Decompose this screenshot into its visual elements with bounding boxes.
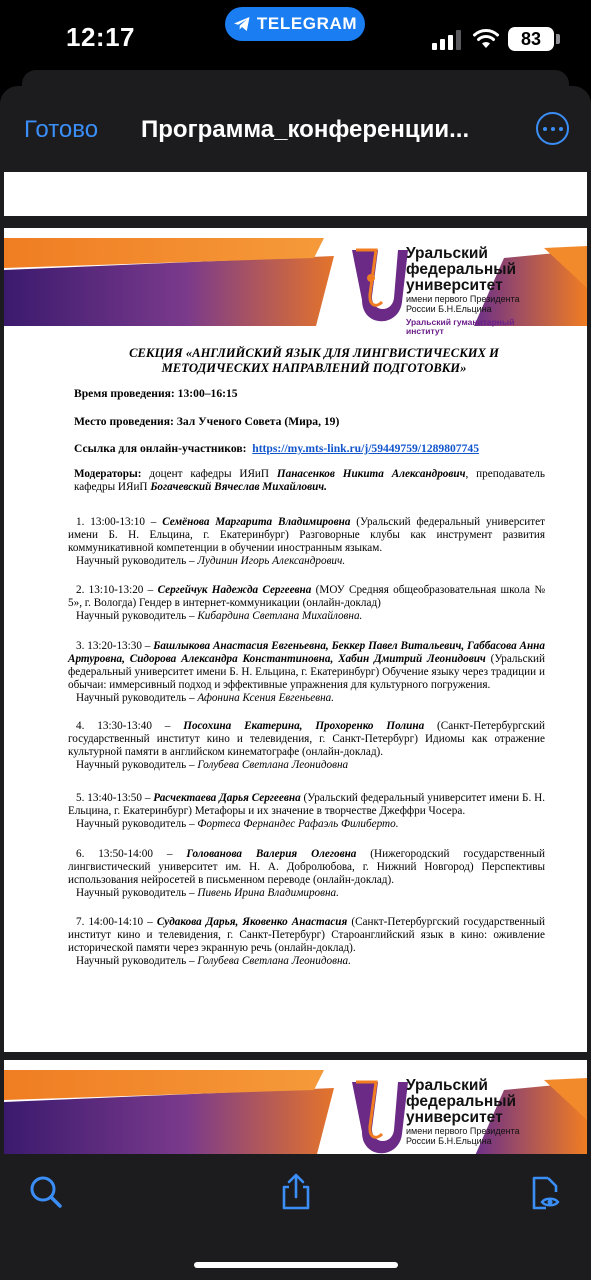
- logo-sub1: имени первого Президента: [406, 294, 520, 304]
- markup-icon[interactable]: [524, 1172, 564, 1212]
- logo-line3: университет: [406, 277, 503, 294]
- logo-line2: федеральный: [406, 261, 517, 278]
- talk-item: 5. 13:40-13:50 – Расчектаева Дарья Сергеевна (Уральский федеральный университет имени Б. Н. Ельцина, г. Екатеринбург) Метафоры и их значение в творчестве Джеффри Чосера. Научный руководитель – Фортеса Фернандес Рафаэль Филиберто.: [68, 792, 545, 830]
- moderators: Модераторы: доцент кафедры ИЯиП Панасенков Никита Александрович, преподаватель кафедры ИЯиП Богачевский Вячеслав Михайлович.: [74, 468, 545, 493]
- talk-item: 3. 13:20-13:30 – Башлыкова Анастасия Евгеньевна, Беккер Павел Витальевич, Габбасова Анна Артуровна, Сидорова Александра Константиновна, Хабин Дмитрий Леонидович (Уральский федеральный университет имени Б. Н. Ельцина, г. Екатеринбург) Обучение языку через традиции и обычаи: иммерсивный подход и эффективные упражнения для культурного погружения. Научный руководитель – Афонина Ксения Евгеньевна.: [68, 640, 545, 704]
- back-app-label: TELEGRAM: [256, 14, 358, 33]
- logo-inst1: Уральский гуманитарный: [406, 317, 515, 327]
- logo-line1: Уральский: [406, 245, 488, 262]
- time-info: Время проведения: 13:00–16:15: [74, 387, 238, 400]
- talk-item: 4. 13:30-13:40 – Посохина Екатерина, Прохоренко Полина (Санкт-Петербургский государственный институт кино и телевидения, г. Санкт-Петербург) Идиомы как отражение культурной памяти в английском кинематографе (онлайн-доклад). Научный руководитель – Голубева Светлана Леонидовна: [68, 720, 546, 771]
- section-heading: СЕКЦИЯ «АНГЛИЙСКИЙ ЯЗЫК ДЛЯ ЛИНГВИСТИЧЕСКИХ И МЕТОДИЧЕСКИХ НАПРАВЛЕНИЙ ПОДГОТОВКИ»: [129, 346, 499, 375]
- battery-tip: [556, 34, 560, 44]
- university-emblem-icon: [352, 250, 408, 321]
- wifi-icon: [472, 26, 500, 50]
- share-icon[interactable]: [276, 1172, 316, 1212]
- battery-indicator: 83: [508, 27, 554, 51]
- logo-inst2: институт: [406, 326, 444, 336]
- document-title: Программа_конференции...: [141, 116, 470, 143]
- place-info: Место проведения: Зал Ученого Совета (Мира, 19): [74, 415, 340, 428]
- back-to-app-pill[interactable]: [225, 7, 365, 41]
- clock: 12:17: [66, 22, 135, 52]
- talk-item: 6. 13:50-14:00 – Голованова Валерия Олеговна (Нижегородский государственный лингвистический университет им. Н. А. Добролюбова, г. Нижний Новгород) Перспективы использования нейросетей в письменном переводе (онлайн-доклад). Научный руководитель – Пивень Ирина Владимировна.: [68, 848, 545, 899]
- university-emblem-icon: [352, 1082, 408, 1153]
- talk-item: 7. 14:00-14:10 – Судакова Дарья, Яковенко Анастасия (Санкт-Петербургский государственный институт кино и телевидения, г. Санкт-Петербург) Староанглийский язык в кино: оживление исторической памяти через экранную речь (онлайн-доклад). Научный руководитель – Голубева Светлана Леонидовна.: [68, 916, 546, 967]
- status-bar: [0, 0, 591, 78]
- document-page-next[interactable]: [4, 1060, 587, 1154]
- document-page-previous[interactable]: [4, 172, 587, 216]
- more-options-button[interactable]: [536, 112, 569, 145]
- cellular-signal-icon: [432, 30, 464, 50]
- logo-sub2: России Б.Н.Ельцина: [406, 304, 492, 314]
- talk-item: 2. 13:10-13:20 – Сергейчук Надежда Сергеевна (МОУ Средняя общеобразовательная школа № 5», г. Вологда) Гендер в интернет-коммуникации (онлайн-доклад) Научный руководитель – Кибардина Светлана Михайловна.: [68, 584, 545, 622]
- document-page[interactable]: [4, 228, 587, 1052]
- online-link[interactable]: https://my.mts-link.ru/j/59449759/1289807745: [252, 442, 479, 455]
- university-logo: [406, 246, 520, 336]
- telegram-icon: [233, 16, 251, 32]
- university-logo: Уральский федеральный университет имени первого Президента России Б.Н.Ельцина: [406, 1077, 520, 1146]
- done-button[interactable]: Готово: [24, 116, 99, 143]
- home-indicator: [194, 1262, 398, 1268]
- ellipsis-icon: [543, 127, 547, 131]
- talk-item: 1. 13:00-13:10 – Семёнова Маргарита Владимировна (Уральский федеральный университет имени Б. Н. Ельцина, г. Екатеринбург) Разговорные клубы как инструмент развития коммуникативной компетенции в обучении иностранным языкам. Научный руководитель – Лудинин Игорь Александрович.: [68, 516, 545, 567]
- search-icon[interactable]: [26, 1172, 66, 1212]
- link-info: Ссылка для онлайн-участников: https://my.mts-link.ru/j/59449759/1289807745: [74, 442, 479, 455]
